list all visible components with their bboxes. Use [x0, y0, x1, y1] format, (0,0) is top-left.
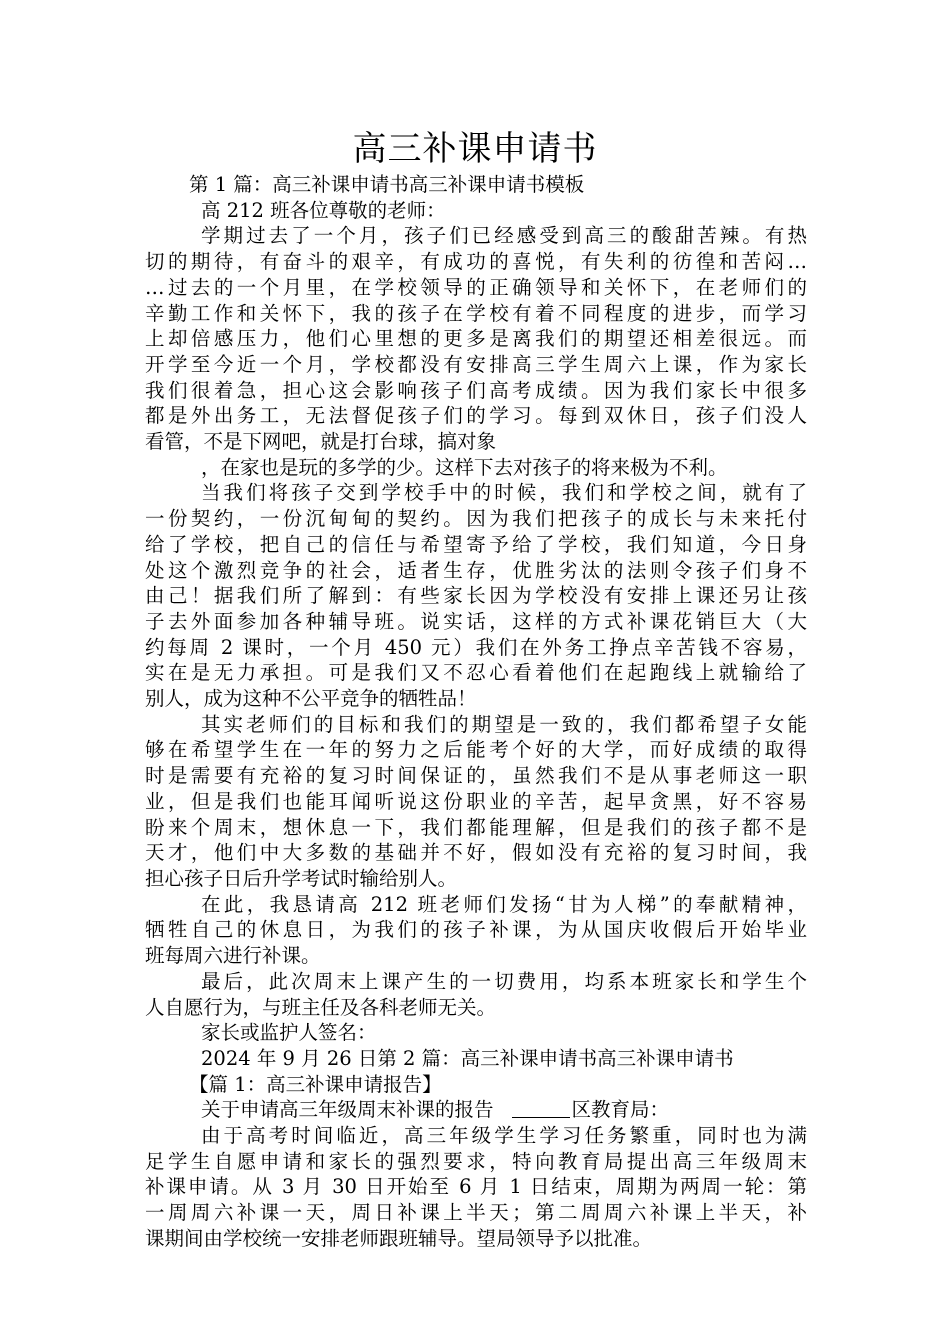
report-title-line: [145, 1097, 807, 1123]
paragraph-line: 够在希望学生在一年的努力之后能考个好的大学，而好成绩的取得: [145, 738, 807, 762]
paragraph-line: 学期过去了一个月，孩子们已经感受到高三的酸甜苦辣。有热: [201, 224, 807, 248]
paragraph-line: ，在家也是玩的多学的少。这样下去对孩子的将来极为不利。: [201, 455, 728, 479]
paragraph-line: 由己！据我们所了解到：有些家长因为学校没有安排上课还另让孩: [145, 584, 807, 608]
blank-underline: [512, 1099, 570, 1118]
paragraph-line: 担心孩子日后升学考试时输给别人。: [145, 866, 458, 890]
date-and-section-heading-2: 2024 年 9 月 26 日第 2 篇：高三补课申请书高三补课申请书: [201, 1046, 734, 1070]
paragraph-line: 都是外出务工，无法督促孩子们的学习。每到双休日，孩子们没人: [145, 404, 807, 428]
paragraph-line: 业，但是我们也能耳闻听说这份职业的辛苦，起早贪黑，好不容易: [145, 789, 807, 813]
paragraph-line: 课期间由学校统一安排老师跟班辅导。望局领导予以批准。: [145, 1226, 653, 1250]
paragraph-line: 由于高考时间临近，高三年级学生学习任务繁重，同时也为满: [201, 1124, 807, 1148]
signature-label: 家长或监护人签名：: [201, 1021, 377, 1045]
paragraph-line: 给了学校，把自己的信任与希望寄予给了学校，我们知道，今日身: [145, 532, 807, 556]
paragraph-line: 处这个激烈竞争的社会，适者生存，优胜劣汰的法则令孩子们身不: [145, 558, 807, 582]
paragraph-line: 在此，我恳请高 212 班老师们发扬“甘为人梯”的奉献精神，: [201, 892, 807, 916]
paragraph-line: 实在是无力承担。可是我们又不忍心看着他们在起跑线上就输给了: [145, 661, 807, 685]
paragraph-line: 切的期待，有奋斗的艰辛，有成功的喜悦，有失利的彷徨和苦闷…: [145, 250, 807, 274]
paragraph-line: 子去外面参加各种辅导班。说实话，这样的方式补课花销巨大（大: [145, 609, 807, 633]
paragraph-line: 班每周六进行补课。: [145, 944, 321, 968]
document-title: 高三补课申请书: [352, 129, 598, 169]
paragraph-line: 补课申请。从 3 月 30 日开始至 6 月 1 日结束，周期为两周一轮：第: [145, 1175, 807, 1199]
report-title: 关于申请高三年级周末补课的报告: [201, 1098, 494, 1122]
paragraph-line: 人自愿行为，与班主任及各科老师无关。: [145, 995, 497, 1019]
paragraph-line: 辛勤工作和关怀下，我的孩子在学校有着不同程度的进步，而学习: [145, 301, 807, 325]
paragraph-line: 约每周 2 课时，一个月 450 元）我们在外务工挣点辛苦钱不容易，: [145, 635, 807, 659]
section-heading-1: 第 1 篇：高三补课申请书高三补课申请书模板: [189, 173, 585, 196]
paragraph-line: 最后，此次周末上课产生的一切费用，均系本班家长和学生个: [201, 969, 807, 993]
sub-heading: 【篇 1：高三补课申请报告】: [189, 1072, 442, 1096]
paragraph-line: …过去的一个月里，在学校领导的正确领导和关怀下，在老师们的: [145, 275, 807, 299]
report-recipient: 区教育局：: [571, 1098, 670, 1122]
salutation: 高 212 班各位尊敬的老师：: [201, 198, 446, 222]
document-body: [145, 172, 807, 1252]
paragraph-line: 时是需要有充裕的复习时间保证的，虽然我们不是从事老师这一职: [145, 764, 807, 788]
paragraph-line: 看管，不是下网吧，就是打台球，搞对象: [145, 430, 497, 454]
paragraph-line: 开学至今近一个月，学校都没有安排高三学生周六上课，作为家长: [145, 352, 807, 376]
paragraph-line: 一周周六补课一天，周日补课上半天；第二周周六补课上半天，补: [145, 1201, 807, 1225]
paragraph-line: 当我们将孩子交到学校手中的时候，我们和学校之间，就有了: [201, 481, 807, 505]
paragraph-line: 盼来个周末，想休息一下，我们都能理解，但是我们的孩子都不是: [145, 815, 807, 839]
paragraph-line: 足学生自愿申请和家长的强烈要求，特向教育局提出高三年级周末: [145, 1149, 807, 1173]
paragraph-line: 我们很着急，担心这会影响孩子们高考成绩。因为我们家长中很多: [145, 378, 807, 402]
paragraph-line: 别人，成为这种不公平竞争的牺牲品！: [145, 687, 477, 711]
paragraph-line: 其实老师们的目标和我们的期望是一致的，我们都希望子女能: [201, 712, 807, 736]
paragraph-line: 一份契约，一份沉甸甸的契约。因为我们把孩子的成长与未来托付: [145, 507, 807, 531]
paragraph-line: 上却倍感压力，他们心里想的更多是离我们的期望还相差很远。而: [145, 327, 807, 351]
paragraph-line: 牺牲自己的休息日，为我们的孩子补课，为从国庆收假后开始毕业: [145, 918, 807, 942]
paragraph-line: 天才，他们中大多数的基础并不好，假如没有充裕的复习时间，我: [145, 841, 807, 865]
